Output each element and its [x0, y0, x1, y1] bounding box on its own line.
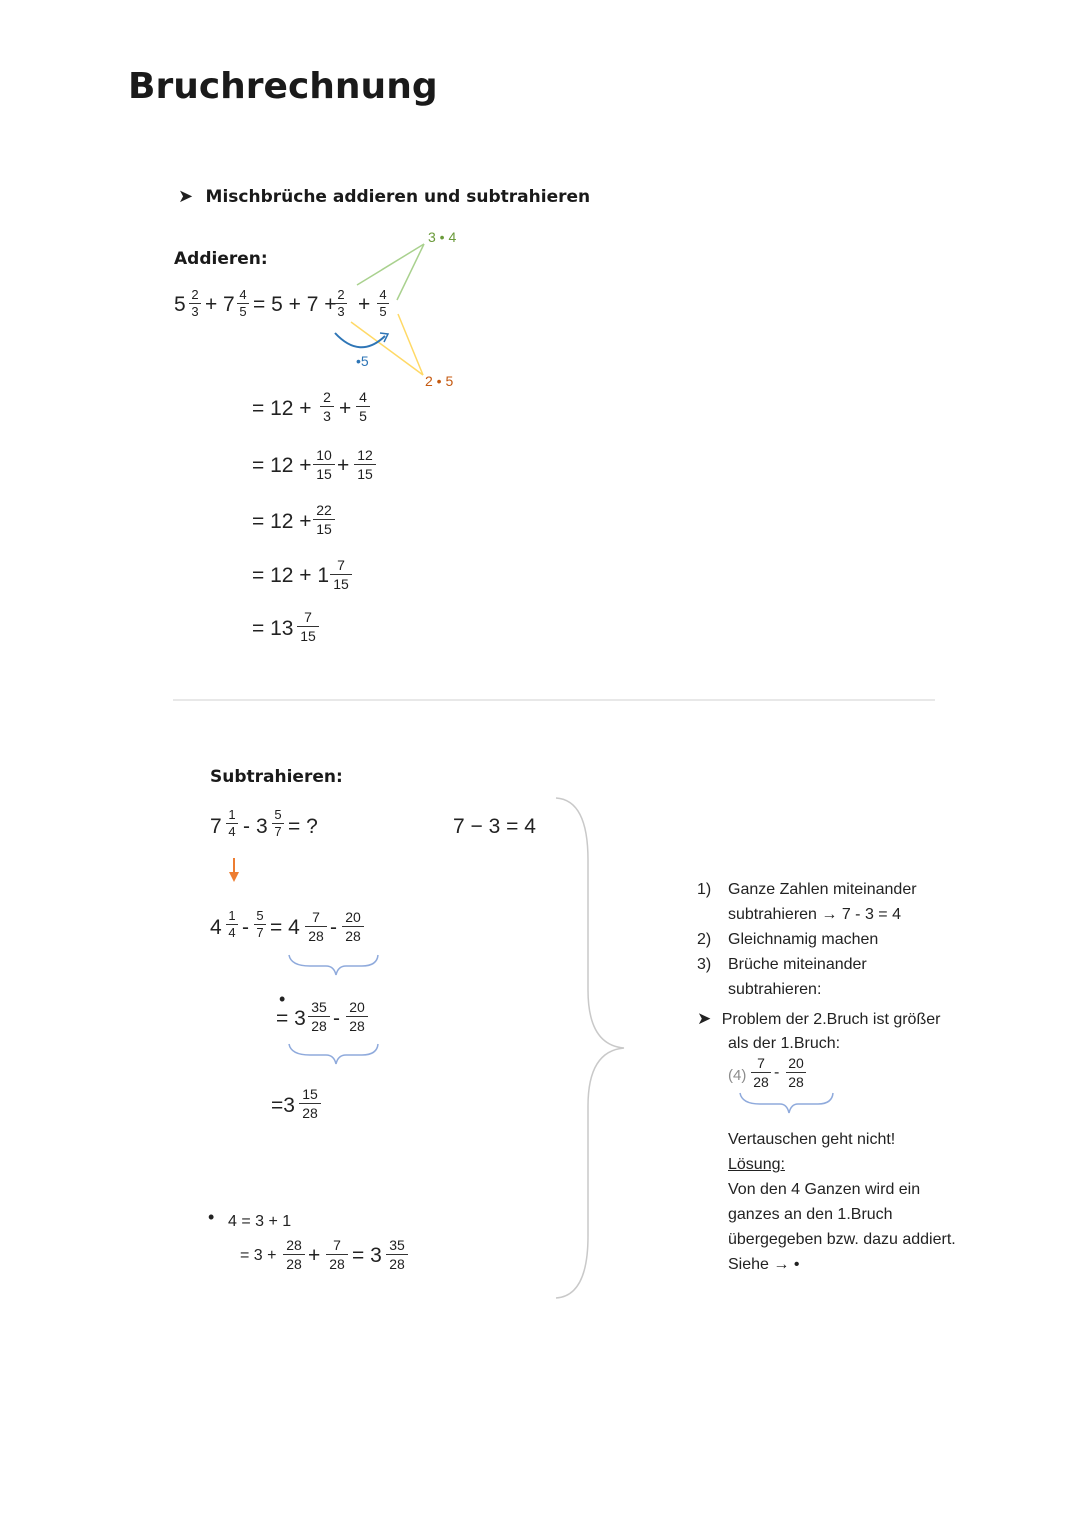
add-line-2-pre: = 12 +	[252, 454, 312, 477]
notes-item	[697, 952, 997, 977]
sub-line-0-minus: -	[243, 815, 250, 838]
numerator: 28	[286, 1237, 302, 1253]
note-line-d: Siehe → •	[728, 1256, 800, 1273]
notes-item-text: subtrahieren:	[728, 981, 822, 998]
sub-line-0-w2: 3	[256, 815, 268, 838]
denominator: 28	[753, 1074, 769, 1090]
note-line-b: ganzes an den 1.Bruch	[728, 1206, 893, 1223]
add-line-4-pre: = 12 + 1	[252, 564, 330, 587]
sub-line-0-frac1	[226, 808, 238, 839]
sub-line-0-rest: = ?	[288, 815, 318, 838]
add-line-1-frac1	[320, 389, 334, 424]
denominator: 28	[286, 1256, 302, 1272]
addieren-label: Addieren:	[174, 249, 268, 269]
add-line-3-frac1	[313, 502, 335, 537]
denominator: 28	[308, 928, 324, 944]
numerator: 10	[316, 447, 332, 463]
notes-item	[697, 977, 997, 1002]
notes-item	[697, 927, 997, 952]
plus-sign: +	[339, 397, 352, 420]
numerator: 12	[357, 447, 373, 463]
annotation-2x5: 2 • 5	[425, 373, 454, 389]
add-line-1-frac2	[356, 389, 370, 424]
denominator: 28	[349, 1018, 365, 1034]
notes-item-text: subtrahieren → 7 - 3 = 4	[728, 906, 901, 923]
add-line-2-frac2	[354, 447, 376, 482]
numerator: 4	[359, 389, 367, 405]
note-vertauschen: Vertauschen geht nicht!	[728, 1131, 896, 1148]
sub-line-2-frac2	[346, 999, 368, 1034]
add-line-1-pre: = 12 +	[252, 397, 312, 420]
add-line-3-pre: = 12 +	[252, 510, 312, 533]
numerator: 20	[345, 909, 361, 925]
sub-line-1-w1: 4	[210, 916, 222, 939]
blue-curve-arrow	[335, 333, 385, 347]
footnote-frac1	[283, 1237, 305, 1272]
note-line-c: übergegeben bzw. dazu addiert.	[728, 1231, 956, 1248]
annotation-3x4: 3 • 4	[428, 229, 457, 245]
sub-line-1-frac2	[254, 909, 266, 940]
footnote-frac2	[326, 1237, 348, 1272]
sub-line-3-frac1	[299, 1086, 321, 1121]
denominator: 5	[239, 304, 247, 319]
notes-item-text: Gleichnamig machen	[728, 931, 879, 948]
footnote-star: •	[208, 1207, 215, 1227]
numerator: 35	[389, 1237, 405, 1253]
notes-item-text: Brüche miteinander	[728, 956, 867, 973]
denominator: 4	[228, 925, 236, 940]
side-equation: 7 − 3 = 4	[453, 815, 536, 838]
plus-sign: +	[337, 454, 350, 477]
denominator: 15	[333, 576, 349, 592]
denominator: 28	[345, 928, 361, 944]
section-heading-text: Mischbrüche addieren und subtrahieren	[205, 187, 591, 207]
note-line-a: Von den 4 Ganzen wird ein	[728, 1181, 921, 1198]
notes-item-num: 1)	[697, 881, 712, 898]
sub-line-1-frac4	[342, 909, 364, 944]
numerator: 2	[323, 389, 331, 405]
footnote-eq: = 3	[352, 1244, 382, 1267]
numerator: 35	[311, 999, 327, 1015]
add-line-2-frac1	[313, 447, 335, 482]
denominator: 7	[274, 824, 282, 839]
add-line-0-frac4	[377, 288, 389, 319]
denominator: 5	[379, 304, 387, 319]
notes-item-num: 2)	[697, 931, 712, 948]
example-frac1	[751, 1055, 771, 1090]
sub-line-2-frac1	[308, 999, 330, 1034]
footnote-frac3	[386, 1237, 408, 1272]
sub-line-1-frac1	[226, 909, 238, 940]
notes-item-text: Ganze Zahlen miteinander	[728, 881, 917, 898]
plus-sign: +	[205, 293, 218, 316]
example-frac2	[786, 1055, 806, 1090]
minus-sign: -	[330, 916, 337, 939]
plus-sign: +	[308, 1244, 321, 1267]
minus-sign: -	[333, 1007, 340, 1030]
add-line-0-w2: 7	[223, 293, 235, 316]
minus-sign: -	[774, 1064, 780, 1081]
denominator: 3	[337, 304, 345, 319]
problem-line-1	[697, 1006, 940, 1032]
sub-line-2-pre: = 3	[276, 1007, 306, 1030]
add-line-0-frac2	[237, 288, 249, 319]
numerator: 20	[349, 999, 365, 1015]
denominator: 15	[357, 466, 373, 482]
arrow-bullet-icon: ➤	[697, 1009, 712, 1028]
denominator: 28	[311, 1018, 327, 1034]
numerator: 7	[337, 557, 345, 573]
large-curly-brace	[556, 798, 624, 1298]
numerator: 5	[256, 908, 264, 923]
numerator: 15	[302, 1086, 318, 1102]
footnote-line-1: 4 = 3 + 1	[228, 1213, 292, 1230]
footnote-pre: = 3 +	[240, 1247, 277, 1264]
notes-item	[697, 902, 997, 927]
notes-item-num: 3)	[697, 956, 712, 973]
sub-line-1-frac3	[305, 909, 327, 944]
numerator: 22	[316, 502, 332, 518]
solution-block	[728, 1127, 1028, 1277]
denominator: 3	[191, 304, 199, 319]
add-line-5-pre: = 13	[252, 617, 294, 640]
numerator: 2	[191, 287, 199, 302]
notes-list	[697, 877, 997, 1002]
numerator: 7	[304, 609, 312, 625]
sub-line-0-w1: 7	[210, 815, 222, 838]
numerator: 7	[312, 909, 320, 925]
denominator: 3	[323, 408, 331, 424]
denominator: 7	[256, 925, 264, 940]
numerator: 2	[337, 287, 345, 302]
add-line-5-frac1	[297, 609, 319, 644]
arrow-bullet-icon: ➤	[178, 186, 194, 206]
denominator: 15	[316, 521, 332, 537]
denominator: 15	[316, 466, 332, 482]
denominator: 5	[359, 408, 367, 424]
sub-line-0-frac2	[272, 808, 284, 839]
denominator: 28	[389, 1256, 405, 1272]
numerator: 1	[228, 908, 236, 923]
denominator: 28	[329, 1256, 345, 1272]
add-line-0-frac1	[189, 288, 201, 319]
blue-brace-2	[289, 1044, 378, 1064]
add-line-0-frac3	[335, 288, 347, 319]
add-line-4-frac1	[330, 557, 352, 592]
problem-text: Problem der 2.Bruch ist größer	[721, 1011, 941, 1028]
numerator: 4	[379, 287, 387, 302]
notes-brace	[740, 1093, 833, 1113]
add-line-0-w1: 5	[174, 293, 186, 316]
denominator: 15	[300, 628, 316, 644]
note-loesung: Lösung:	[728, 1156, 785, 1173]
numerator: 20	[788, 1055, 804, 1071]
sub-line-1-eq: = 4	[270, 916, 300, 939]
orange-arrow-head	[229, 872, 239, 882]
star-marker: •	[279, 989, 286, 1009]
annotation-times-5: •5	[356, 353, 369, 369]
numerator: 7	[333, 1237, 341, 1253]
numerator: 4	[239, 287, 247, 302]
example-pre: (4)	[728, 1067, 747, 1084]
subtrahieren-label: Subtrahieren:	[210, 767, 343, 787]
problem-line-2: als der 1.Bruch:	[728, 1035, 841, 1052]
notes-item	[697, 877, 997, 902]
add-line-0-rest: = 5 + 7 +	[253, 293, 337, 316]
numerator: 5	[274, 807, 282, 822]
plus-sign: +	[358, 293, 371, 316]
sub-line-3-pre: =3	[271, 1094, 295, 1117]
numerator: 1	[228, 807, 236, 822]
numerator: 7	[757, 1055, 765, 1071]
denominator: 28	[302, 1105, 318, 1121]
minus-sign: -	[242, 916, 249, 939]
denominator: 4	[228, 824, 236, 839]
blue-brace-1	[289, 955, 378, 975]
page-title: Bruchrechnung	[128, 66, 438, 107]
denominator: 28	[788, 1074, 804, 1090]
